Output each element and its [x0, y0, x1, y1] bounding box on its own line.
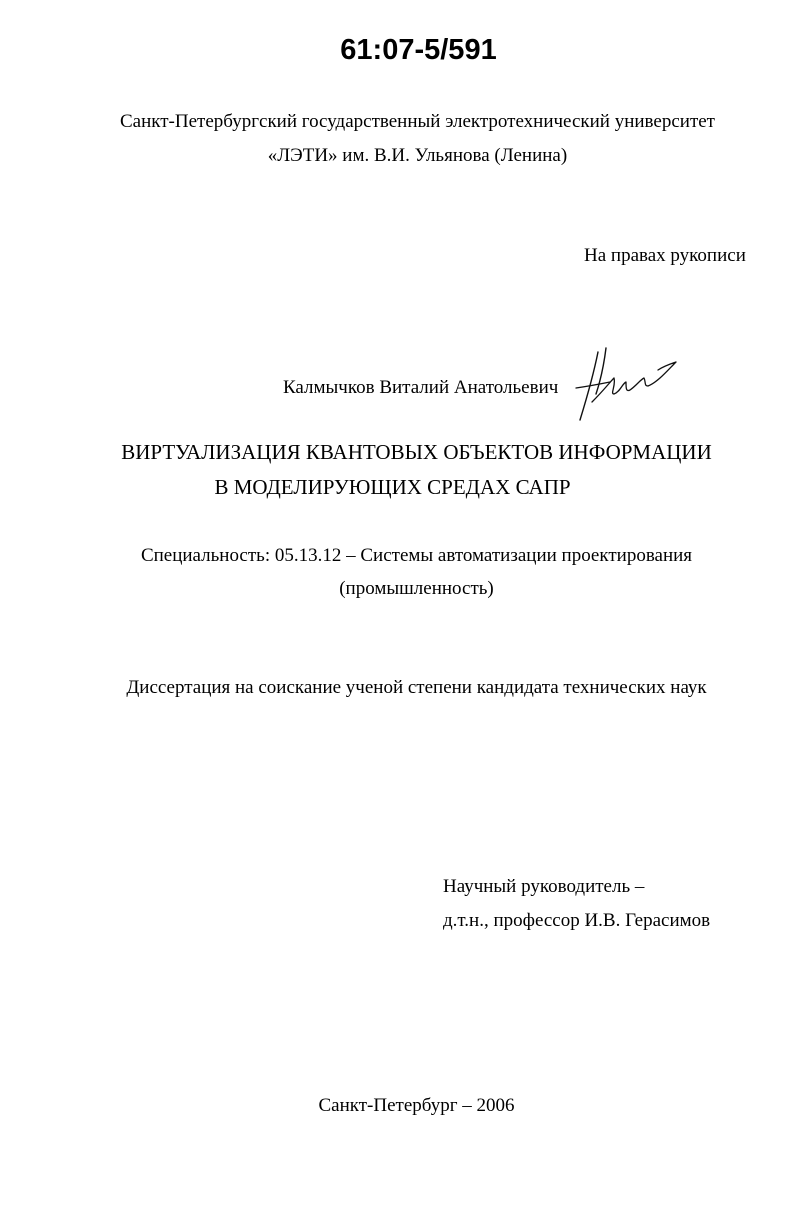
- author-name: Калмычков Виталий Анатольевич: [283, 377, 559, 398]
- handwritten-signature: [570, 342, 680, 424]
- university-name-line2: «ЛЭТИ» им. В.И. Ульянова (Ленина): [267, 145, 568, 166]
- dissertation-title-line2: В МОДЕЛИРУЮЩИХ СРЕДАХ САПР: [214, 475, 571, 499]
- rights-note: На правах рукописи: [584, 245, 746, 266]
- supervisor-name: д.т.н., профессор И.В. Герасимов: [443, 910, 711, 931]
- specialty-line2: (промышленность): [339, 578, 494, 599]
- dissertation-note: Диссертация на соискание ученой степени кандидата технических наук: [126, 677, 707, 698]
- university-name-line1: Санкт-Петербургский государственный электротехнический университет: [120, 111, 715, 132]
- dissertation-title-line1: ВИРТУАЛИЗАЦИЯ КВАНТОВЫХ ОБЪЕКТОВ ИНФОРМАЦИИ: [121, 440, 712, 464]
- city-year: Санкт-Петербург – 2006: [318, 1095, 515, 1116]
- archive-code: 61:07-5/591: [340, 34, 497, 66]
- specialty-line1: Специальность: 05.13.12 – Системы автоматизации проектирования: [140, 545, 693, 566]
- supervisor-label: Научный руководитель –: [443, 876, 645, 897]
